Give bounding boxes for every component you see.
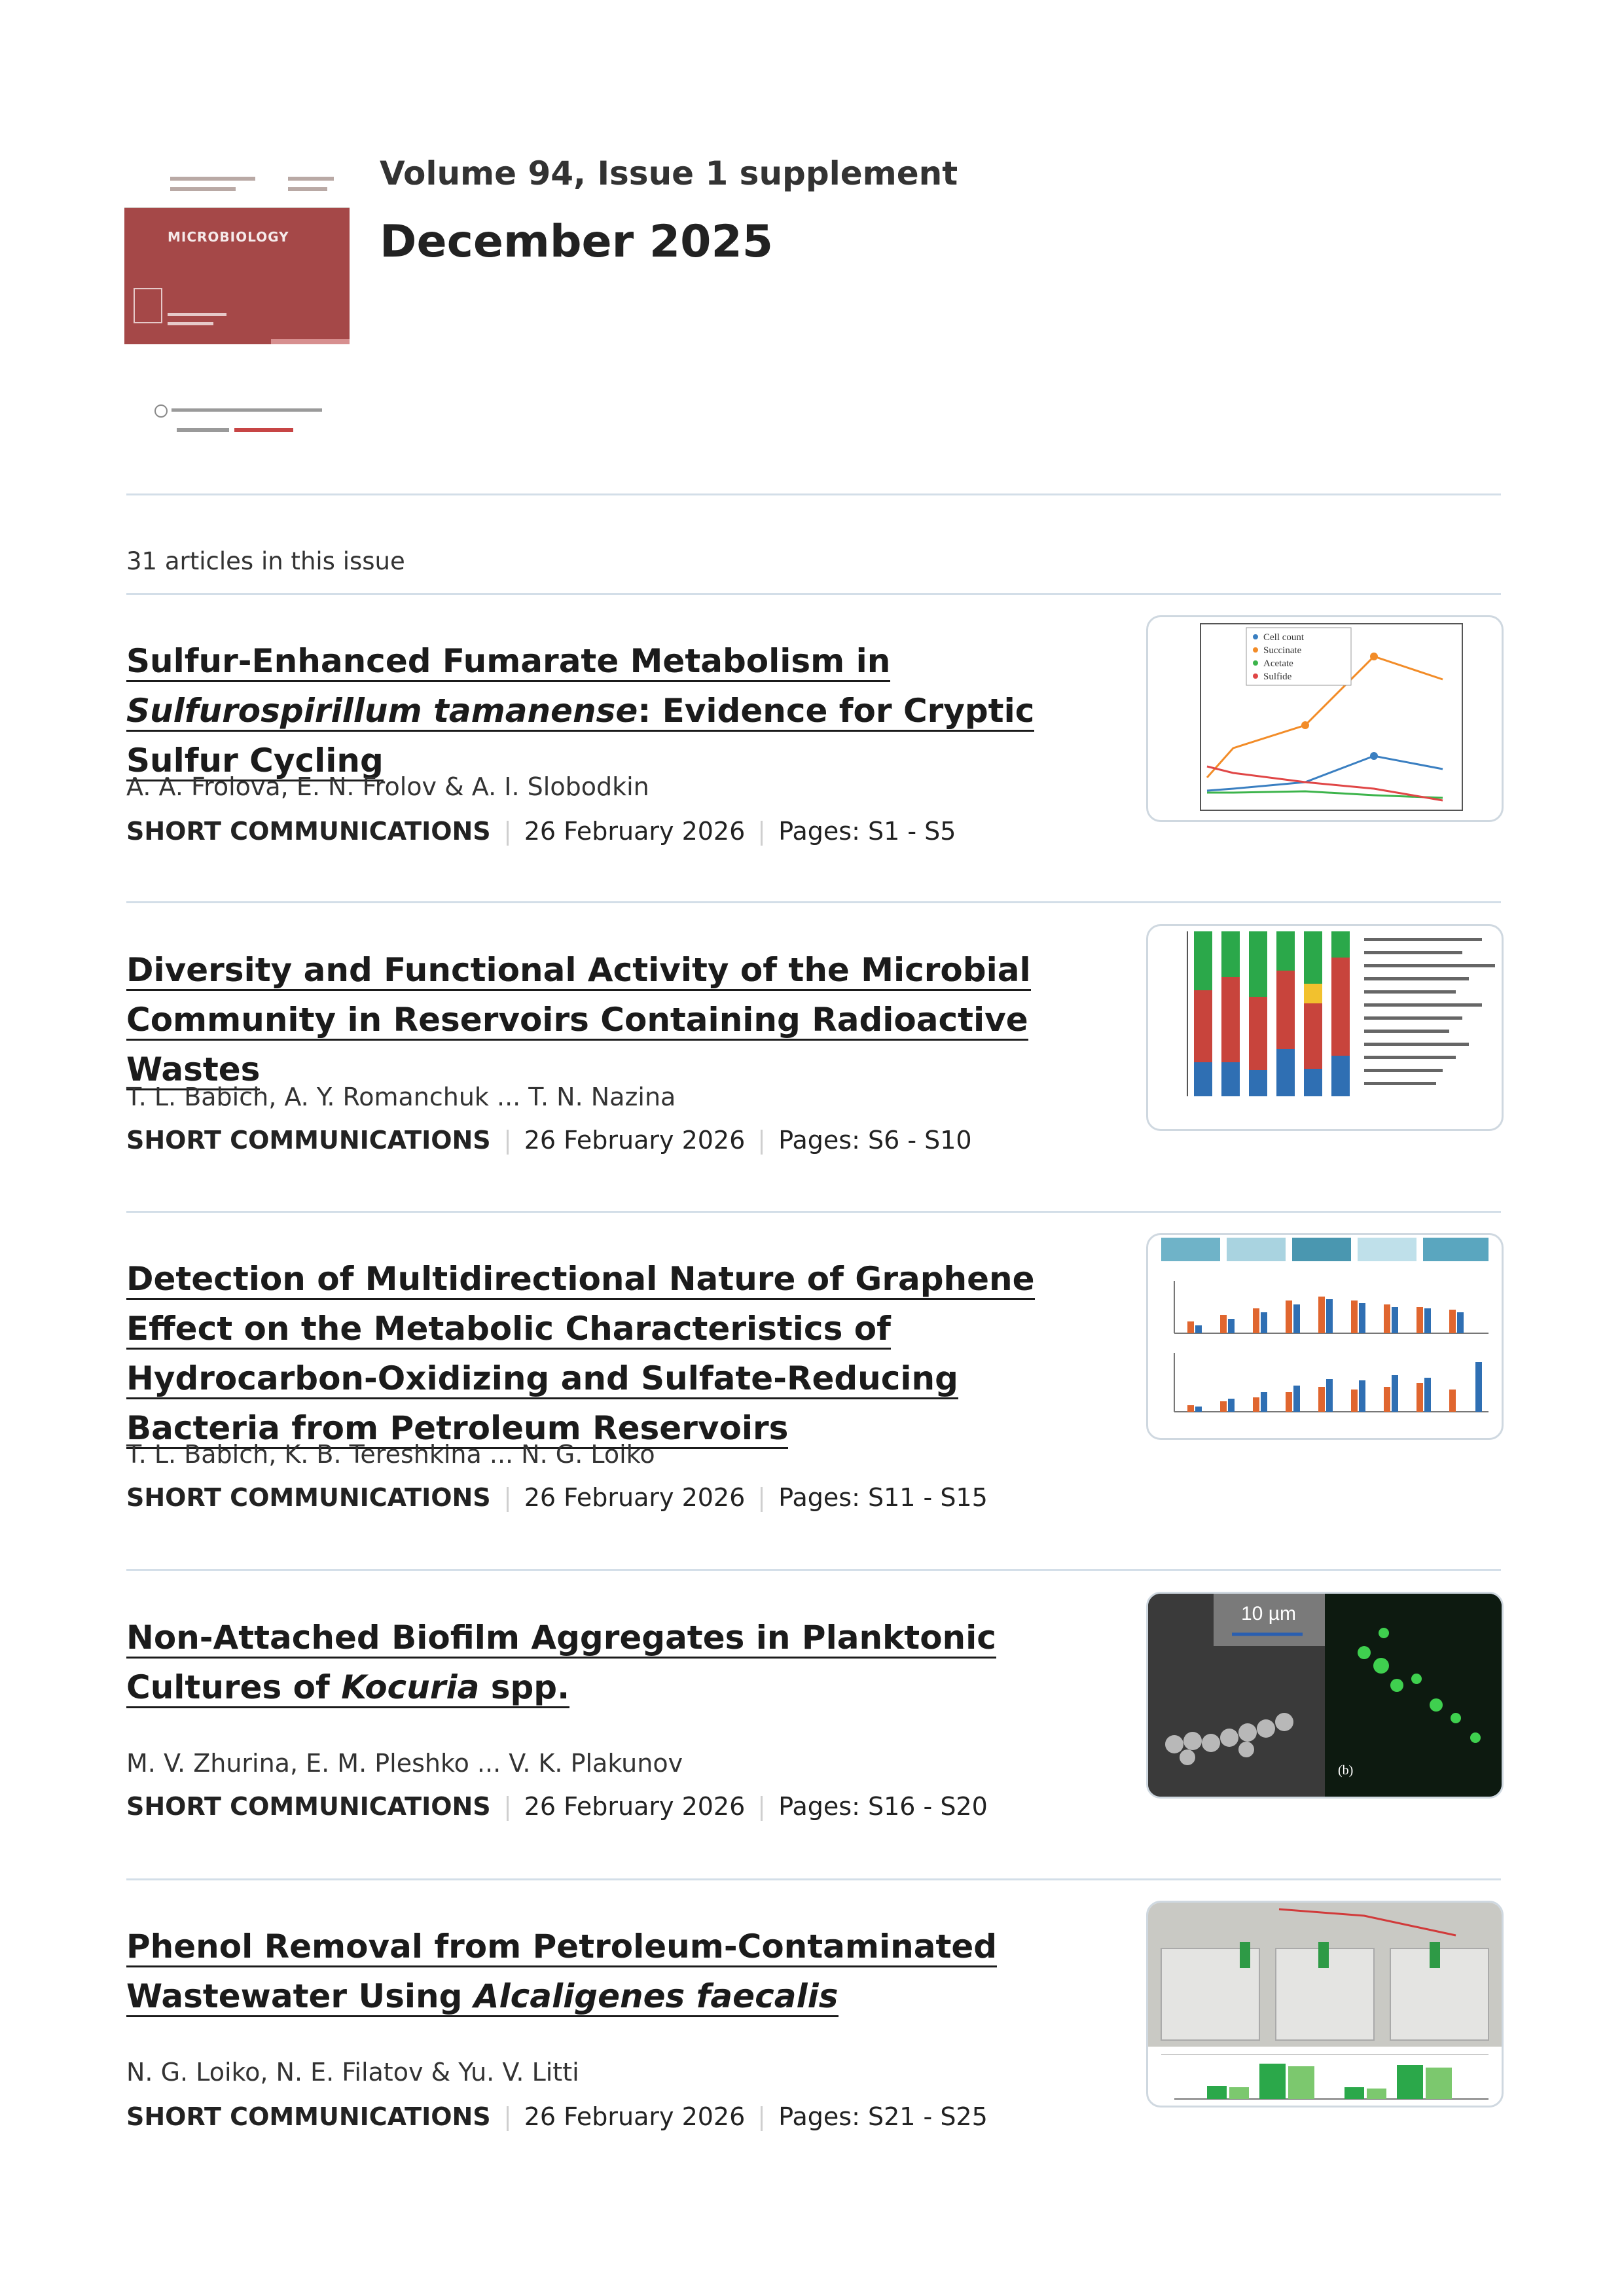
article-meta [126,817,956,846]
article-type: SHORT COMMUNICATIONS [126,1483,491,1512]
article-authors: T. L. Babich, A. Y. Romanchuk ... T. N. Nazina [126,1083,676,1111]
volume-issue: Volume 94, Issue 1 supplement [380,154,958,192]
article-figure-thumbnail[interactable] [1146,615,1504,822]
legend-label: Acetate [1263,658,1293,669]
divider [126,593,1501,595]
divider [126,1569,1501,1571]
divider [126,901,1501,903]
panel-label: (b) [1338,1763,1354,1778]
article-date: 26 February 2026 [524,817,746,846]
article-meta [126,1483,988,1512]
article-date: 26 February 2026 [524,1126,746,1155]
article-count: 31 articles in this issue [126,547,405,575]
article-figure-thumbnail[interactable] [1146,1592,1504,1799]
legend-label: Sulfide [1263,672,1292,682]
article-date: 26 February 2026 [524,2102,746,2131]
legend-label: Cell count [1263,632,1305,643]
article-figure-thumbnail[interactable] [1146,1233,1504,1440]
article-authors: A. A. Frolova, E. N. Frolov & A. I. Slobodkin [126,772,649,801]
article-pages: Pages: S16 - S20 [778,1792,988,1821]
article-date: 26 February 2026 [524,1483,746,1512]
article-meta [126,2102,988,2131]
article-meta [126,1126,972,1155]
distributor-logo [177,428,295,432]
article-title-link[interactable]: Phenol Removal from Petroleum-Contaminated Wastewater Using Alcaligenes faecalis [126,1922,1121,2021]
divider [126,493,1501,495]
journal-cover-image[interactable] [124,169,350,444]
cover-emblem-icon [134,288,162,323]
divider [126,1211,1501,1213]
cover-header-strip [124,169,350,208]
article-figure-thumbnail[interactable] [1146,924,1504,1131]
divider [126,1878,1501,1880]
article-pages: Pages: S6 - S10 [778,1126,972,1155]
article-title-link[interactable]: Non-Attached Biofilm Aggregates in Planktonic Cultures of Kocuria spp. [126,1613,1121,1712]
cover-band [124,208,350,344]
article-authors: M. V. Zhurina, E. M. Pleshko ... V. K. Plakunov [126,1749,683,1778]
article-pages: Pages: S11 - S15 [778,1483,988,1512]
article-type: SHORT COMMUNICATIONS [126,817,491,846]
article-pages: Pages: S21 - S25 [778,2102,988,2131]
scale-bar-label: 10 µm [1241,1603,1296,1624]
legend-label: Succinate [1263,645,1302,656]
article-authors: T. L. Babich, K. B. Tereshkina ... N. G. Loiko [126,1440,655,1469]
issue-date: December 2025 [380,216,774,268]
article-figure-thumbnail[interactable] [1146,1901,1504,2108]
article-title-link[interactable]: Diversity and Functional Activity of the Microbial Community in Reservoirs Containing Radioactive Wastes [126,945,1121,1094]
article-title-link[interactable]: Detection of Multidirectional Nature of Graphene Effect on the Metabolic Characteristics of Hydrocarbon-Oxidizing and Sulfate-Reducing Bacteria from Petroleum Reservoirs [126,1254,1121,1453]
article-meta [126,1792,988,1821]
article-date: 26 February 2026 [524,1792,746,1821]
article-pages: Pages: S1 - S5 [778,817,956,846]
article-type: SHORT COMMUNICATIONS [126,1126,491,1155]
article-type: SHORT COMMUNICATIONS [126,1792,491,1821]
publisher-logo [154,404,325,416]
article-authors: N. G. Loiko, N. E. Filatov & Yu. V. Litti [126,2058,579,2087]
article-type: SHORT COMMUNICATIONS [126,2102,491,2131]
cover-title: MICROBIOLOGY [168,229,289,245]
article-title-link[interactable]: Sulfur-Enhanced Fumarate Metabolism in Sulfurospirillum tamanense: Evidence for Cryptic Sulfur Cycling [126,636,1121,785]
